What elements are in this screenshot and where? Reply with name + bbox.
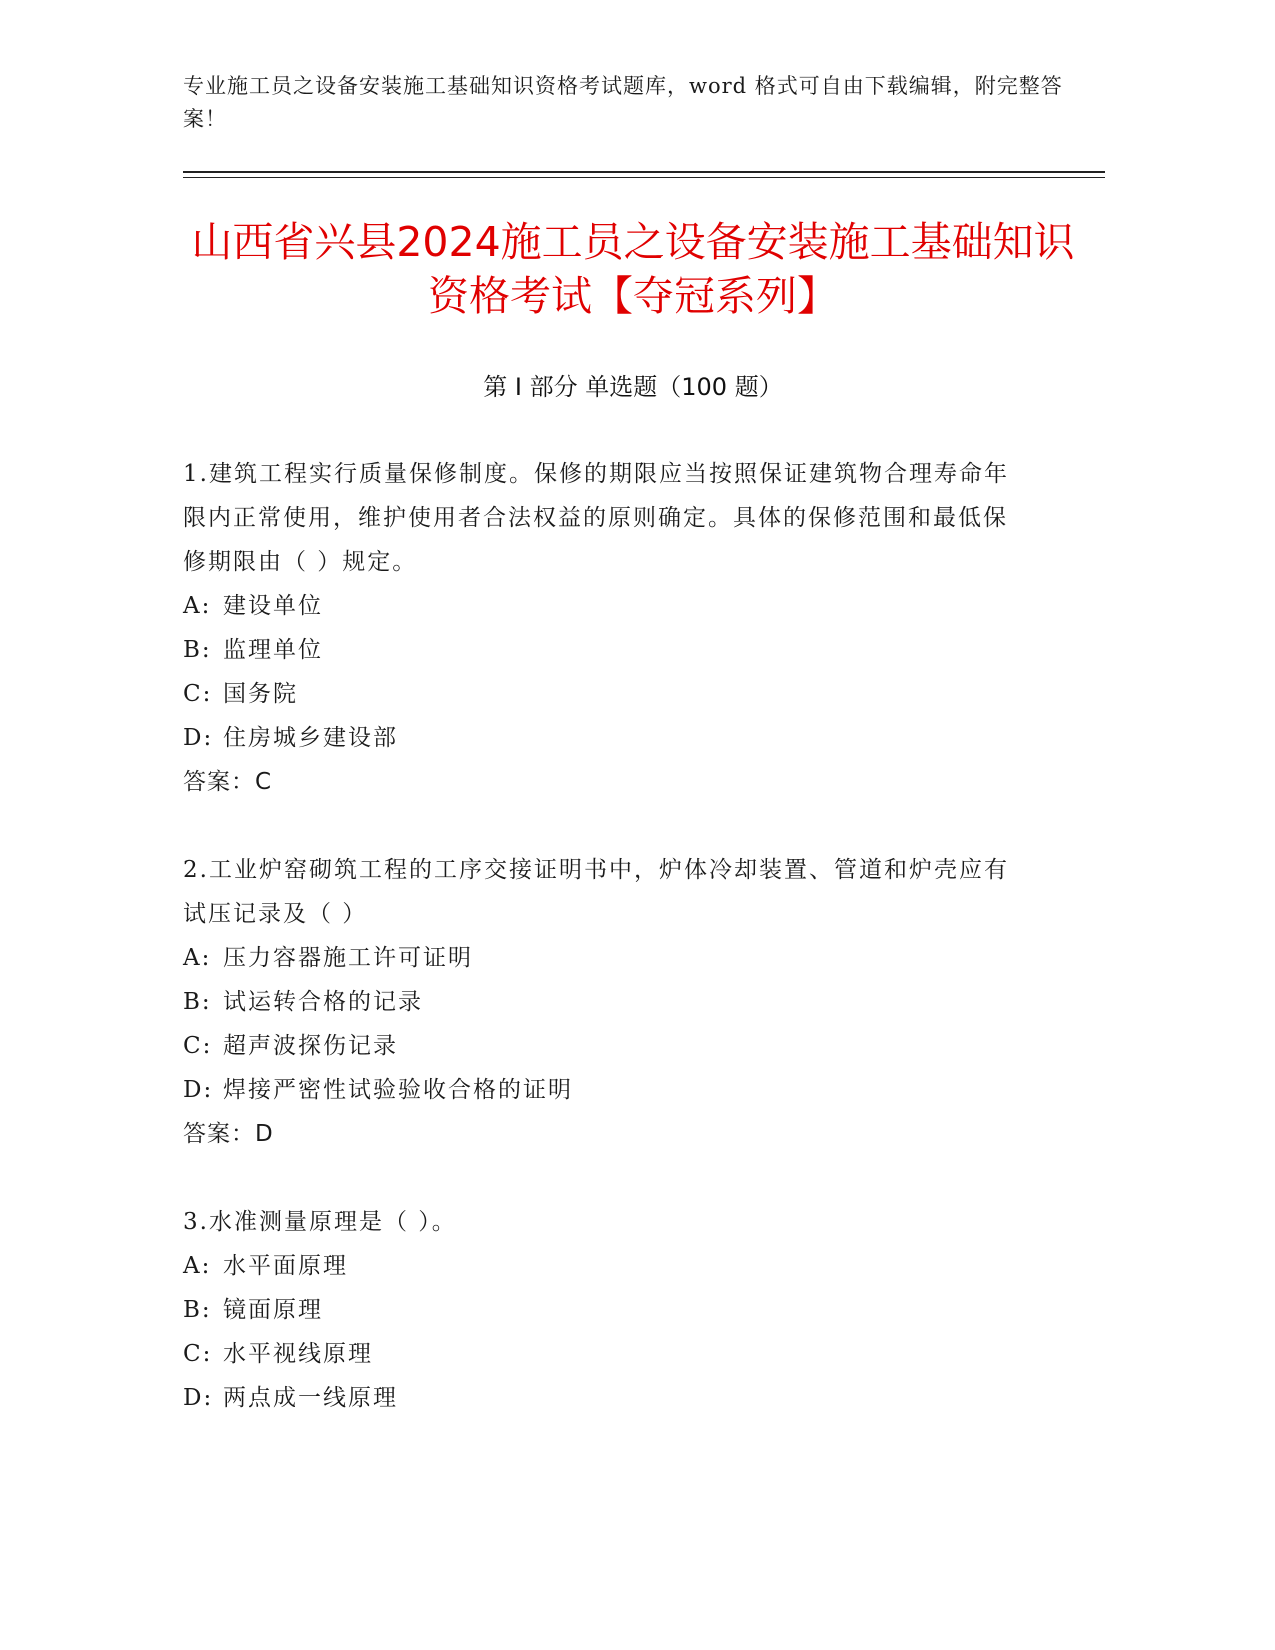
option-text: 镜面原理 <box>223 1297 323 1323</box>
header-note: 专业施工员之设备安装施工基础知识资格考试题库，word 格式可自由下载编辑，附完整答案！ <box>183 74 1063 131</box>
option-key: B: <box>183 1297 212 1323</box>
option-text: 试运转合格的记录 <box>223 989 423 1015</box>
option-a <box>183 1244 1023 1288</box>
option-text: 国务院 <box>223 681 298 707</box>
answer-line: 答案：C <box>183 769 273 795</box>
option-key: B: <box>183 989 212 1015</box>
answer-line: 答案：D <box>183 1121 274 1147</box>
option-key: C: <box>183 1341 213 1367</box>
option-key: A: <box>183 1253 212 1279</box>
option-c <box>183 1024 1023 1068</box>
document-title: 山西省兴县2024施工员之设备安装施工基础知识资格考试【夺冠系列】 <box>191 218 1075 320</box>
option-key: D: <box>183 1077 214 1103</box>
question-stem: 3.水准测量原理是（ ）。 <box>183 1209 457 1235</box>
option-key: C: <box>183 681 213 707</box>
option-key: A: <box>183 945 212 971</box>
option-b <box>183 628 1023 672</box>
option-a <box>183 584 1023 628</box>
option-c <box>183 672 1023 716</box>
header-divider-thick <box>183 171 1105 173</box>
option-d <box>183 716 1023 760</box>
option-d <box>183 1068 1023 1112</box>
option-key: A: <box>183 593 212 619</box>
question-stem: 1.建筑工程实行质量保修制度。保修的期限应当按照保证建筑物合理寿命年限内正常使用，维护使用者合法权益的原则确定。具体的保修范围和最低保修期限由（ ）规定。 <box>183 461 1009 575</box>
question-stem: 2.工业炉窑砌筑工程的工序交接证明书中，炉体冷却装置、管道和炉壳应有试压记录及（ ） <box>183 857 1009 927</box>
question-3 <box>183 1200 1023 1420</box>
option-text: 建设单位 <box>223 593 323 619</box>
option-text: 监理单位 <box>223 637 323 663</box>
option-text: 超声波探伤记录 <box>223 1033 398 1059</box>
option-text: 焊接严密性试验验收合格的证明 <box>223 1077 573 1103</box>
option-text: 压力容器施工许可证明 <box>223 945 473 971</box>
question-list <box>183 452 1023 1464</box>
option-b <box>183 980 1023 1024</box>
header-divider-thin <box>183 177 1105 178</box>
option-text: 两点成一线原理 <box>223 1385 398 1411</box>
option-d <box>183 1376 1023 1420</box>
option-c <box>183 1332 1023 1376</box>
question-1 <box>183 452 1023 804</box>
option-key: C: <box>183 1033 213 1059</box>
question-2 <box>183 848 1023 1156</box>
option-key: D: <box>183 725 214 751</box>
option-key: B: <box>183 637 212 663</box>
option-text: 水平面原理 <box>223 1253 348 1279</box>
option-text: 水平视线原理 <box>223 1341 373 1367</box>
section-heading: 第 I 部分 单选题（100 题） <box>483 373 783 401</box>
option-a <box>183 936 1023 980</box>
option-b <box>183 1288 1023 1332</box>
option-key: D: <box>183 1385 214 1411</box>
option-text: 住房城乡建设部 <box>223 725 398 751</box>
